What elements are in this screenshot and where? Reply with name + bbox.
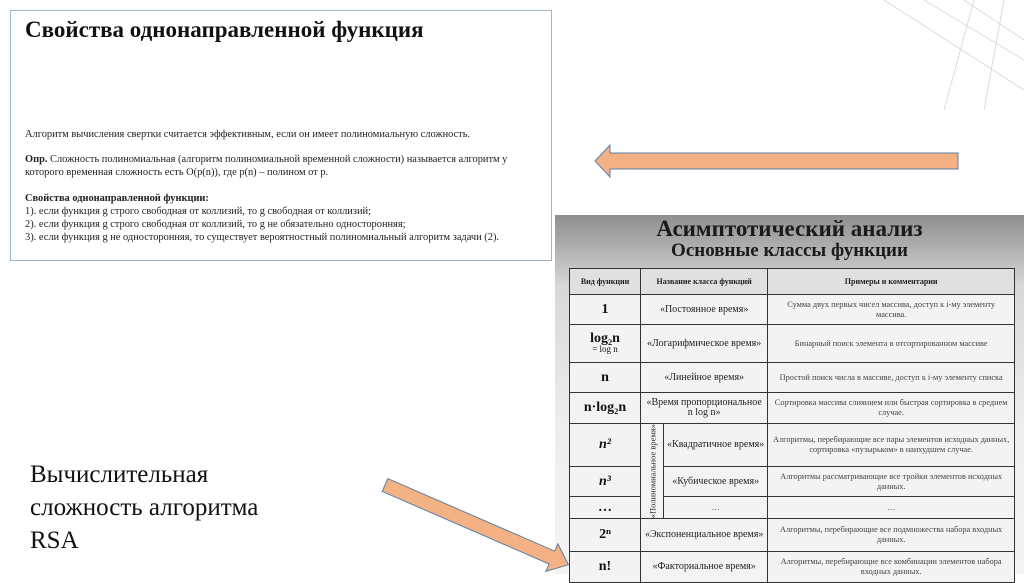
definition-label: Опр. <box>25 154 48 166</box>
example-cell: Сортировка массива слиянием или быстрая сортировка в среднем случае. <box>768 393 1015 424</box>
function-cell: n! <box>570 552 641 583</box>
caption-line: RSA <box>30 527 79 554</box>
polynomial-time-label: «Полиномиальное время» <box>641 424 664 519</box>
class-name-cell: «Экспоненциальное время» <box>641 519 768 552</box>
function-cell: n³ <box>570 467 641 497</box>
slide-title: Свойства однонаправленной функция <box>25 17 424 42</box>
example-cell: Алгоритмы рассматривающие все тройки элементов исходных данных. <box>768 467 1015 497</box>
left-arrow <box>595 145 958 177</box>
property-item: 1). если функция g строго свободная от коллизий, то g свободная от коллизий; <box>25 205 371 217</box>
header-cell: Название класса функций <box>641 269 768 295</box>
diagonal-arrow <box>379 471 574 574</box>
class-name-cell: … <box>664 497 768 519</box>
function-note: = log n <box>592 343 618 354</box>
class-name-cell: «Линейное время» <box>641 363 768 393</box>
class-name-cell: «Кубическое время» <box>664 467 768 497</box>
caption-line: сложность алгоритма <box>30 494 259 521</box>
function-cell: … <box>570 497 641 519</box>
function-cell: 2ⁿ <box>570 519 641 552</box>
class-name-cell: «Логарифмическое время» <box>641 325 768 363</box>
header-cell: Вид функции <box>570 269 641 295</box>
example-cell: Сумма двух первых чисел массива, доступ к i-му элементу массива. <box>768 295 1015 325</box>
function-cell: n·log₂n <box>570 393 641 424</box>
example-cell: Алгоритмы, перебирающие все комбинации элементов набора входных данных. <box>768 552 1015 583</box>
panel-title: Асимптотический анализ <box>656 216 923 241</box>
header-cell: Примеры и комментарии <box>768 269 1015 295</box>
class-name-cell: «Время пропорциональное n log n» <box>641 393 768 424</box>
example-cell: Алгоритмы, перебирающие все подмножества набора входных данных. <box>768 519 1015 552</box>
property-item: 2). если функция g строго свободная от коллизий, то g не обязательно односторонняя; <box>25 219 406 231</box>
function-cell: 1 <box>570 295 641 325</box>
property-item: 3). если функция g не односторонняя, то существует вероятностный полиномиальный алгоритм задачи (2). <box>25 232 500 244</box>
example-cell: … <box>768 497 1015 519</box>
panel-subtitle: Основные классы функции <box>671 240 908 261</box>
example-cell: Простой поиск числа в массиве, доступ к i-му элементу списка <box>768 363 1015 393</box>
function-formula: log₂n <box>590 330 620 346</box>
example-cell: Бинарный поиск элемента в отсортированном массиве <box>768 325 1015 363</box>
definition-text: Сложность полиномиальная (алгоритм полиномиальной временной сложности) называется алгоритм у которого временная сложность есть O(p(n)), где p(n) – полином от p. <box>25 154 508 179</box>
properties-title: Свойства однонаправленной функции: <box>25 192 209 204</box>
function-cell: n <box>570 363 641 393</box>
caption-line: Вычислительная <box>30 461 209 488</box>
example-cell: Алгоритмы, перебирающие все пары элементов исходных данных, сортировка «пузырьком» в наихудшем случае. <box>768 424 1015 467</box>
function-cell: n² <box>570 424 641 467</box>
class-name-cell: «Факториальное время» <box>641 552 768 583</box>
class-name-cell: «Квадратичное время» <box>664 424 768 467</box>
efficiency-paragraph: Алгоритм вычисления свертки считается эффективным, если он имеет полиномиальную сложность. <box>25 129 471 140</box>
class-name-cell: «Постоянное время» <box>641 295 768 325</box>
